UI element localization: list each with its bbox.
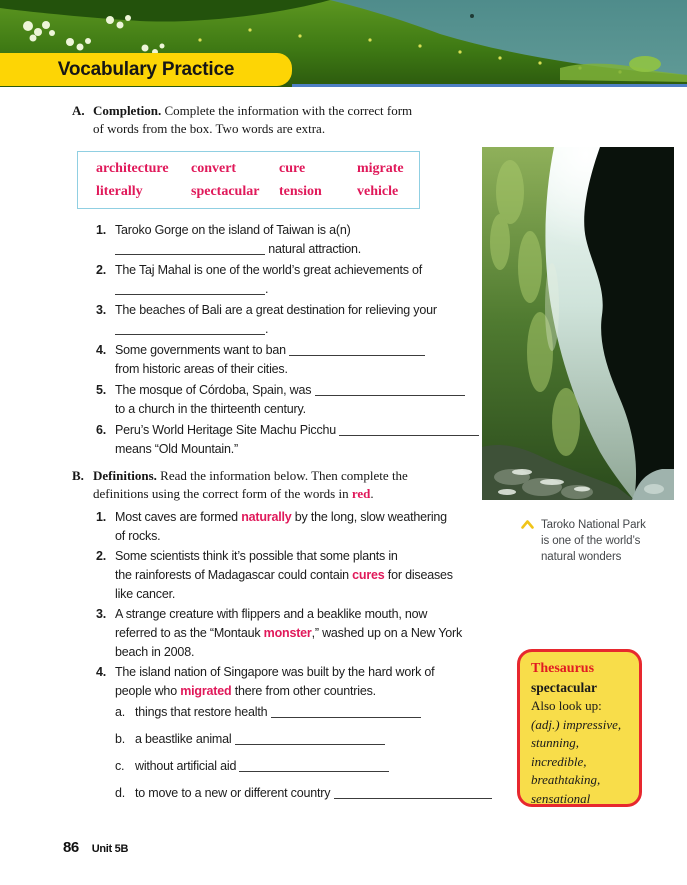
section-b-instruction-line1: Read the information below. Then complete the <box>160 468 408 483</box>
unit-label: Unit 5B <box>91 843 129 855</box>
section-a-title: Completion. <box>93 103 162 118</box>
item-number: 1. <box>96 223 107 237</box>
word-box-word: spectacular <box>191 184 260 199</box>
item-text: The beaches of Bali are a great destination for relieving your <box>115 303 437 317</box>
item-text: ,” washed up on a New York <box>311 626 463 640</box>
answer-blank <box>115 322 265 335</box>
photo-caption <box>521 517 661 565</box>
section-b-instruction-period: . <box>370 486 374 501</box>
item-text: means “Old Mountain.” <box>115 442 238 456</box>
answer-blank <box>339 423 479 436</box>
item-text: people who <box>115 684 181 698</box>
caption-line: is one of the world’s <box>541 535 641 547</box>
item-text: like cancer. <box>115 587 176 601</box>
word-box-word: cure <box>279 161 306 176</box>
list-item <box>72 605 484 662</box>
item-number: 1. <box>96 510 107 524</box>
word-box-word: migrate <box>357 161 404 176</box>
item-number: 3. <box>96 303 107 317</box>
word-box-word: tension <box>279 184 322 199</box>
item-number: 4. <box>96 343 107 357</box>
item-text: Some scientists think it’s possible that some plants in <box>115 549 398 563</box>
list-item <box>72 784 484 802</box>
list-item <box>72 221 484 259</box>
thesaurus-synonym: incredible, <box>531 753 587 769</box>
page-title: Vocabulary Practice <box>57 58 235 80</box>
item-text: beach in 2008. <box>115 645 195 659</box>
section-a-items <box>72 221 484 459</box>
list-item <box>72 301 484 339</box>
page-number: 86 <box>63 839 79 856</box>
thesaurus-synonym: impressive, <box>562 716 622 732</box>
thesaurus-box <box>517 649 642 807</box>
section-a-instruction-line1: Complete the information with the correct form <box>164 103 413 118</box>
item-text: Most caves are formed <box>115 510 242 524</box>
exercise-column <box>72 102 484 811</box>
word-box-word: vehicle <box>357 184 399 199</box>
subitem-text: a beastlike animal <box>135 732 235 746</box>
item-text: by the long, slow weathering <box>291 510 447 524</box>
word-box-word: literally <box>96 184 143 199</box>
item-text: Some governments want to ban <box>115 343 290 357</box>
subitem-letter: b. <box>115 732 126 746</box>
item-number: 4. <box>96 665 107 679</box>
list-item <box>72 703 484 721</box>
section-b-title: Definitions. <box>93 468 157 483</box>
answer-blank <box>115 242 265 255</box>
page-footer <box>63 839 128 856</box>
answer-blank <box>315 383 465 396</box>
list-item <box>72 341 484 379</box>
answer-blank <box>289 343 425 356</box>
item-text: . <box>265 322 269 336</box>
caption-line: Taroko National Park <box>541 519 646 531</box>
item-text: natural attraction. <box>265 242 362 256</box>
item-text: Taroko Gorge on the island of Taiwan is a(n) <box>115 223 351 237</box>
section-b-heading <box>72 467 484 503</box>
caption-line: natural wonders <box>541 551 622 563</box>
red-highlight: naturally <box>241 510 292 524</box>
item-number: 5. <box>96 383 107 397</box>
item-number: 2. <box>96 549 107 563</box>
subitem-text: without artificial aid <box>135 759 240 773</box>
item-text: referred to as the “Montauk <box>115 626 264 640</box>
list-item <box>72 730 484 748</box>
section-b-subitems <box>72 703 484 802</box>
item-text: from historic areas of their cities. <box>115 362 288 376</box>
item-text: The island nation of Singapore was built by the hard work of <box>115 665 435 679</box>
chevron-up-icon <box>521 520 534 529</box>
answer-blank <box>239 759 389 772</box>
word-box <box>77 151 420 209</box>
subitem-text: things that restore health <box>135 705 271 719</box>
page-title-banner <box>0 53 292 86</box>
bird-speck <box>470 14 474 18</box>
item-text: The Taj Mahal is one of the world’s great achievements of <box>115 263 423 277</box>
red-highlight: red <box>351 486 371 501</box>
section-b-instruction-line2: definitions using the correct form of the words in <box>93 486 352 501</box>
list-item <box>72 381 484 419</box>
item-text: there from other countries. <box>231 684 376 698</box>
subitem-letter: a. <box>115 705 126 719</box>
answer-blank <box>334 786 492 799</box>
thesaurus-synonym: stunning, <box>531 735 580 750</box>
list-item <box>72 261 484 299</box>
item-text: The mosque of Córdoba, Spain, was <box>115 383 315 397</box>
thesaurus-synonym: breathtaking, <box>531 772 601 787</box>
red-highlight: cures <box>352 568 385 582</box>
list-item <box>72 757 484 775</box>
word-box-word: convert <box>191 161 237 176</box>
item-number: 3. <box>96 607 107 621</box>
subitem-letter: d. <box>115 786 126 800</box>
answer-blank <box>235 732 385 745</box>
item-text: A strange creature with flippers and a beaklike mouth, now <box>115 607 428 621</box>
section-a-instruction-line2: of words from the box. Two words are extra. <box>93 121 326 136</box>
red-highlight: monster <box>263 626 312 640</box>
header-photo <box>0 0 687 87</box>
item-text: the rainforests of Madagascar could contain <box>115 568 353 582</box>
thesaurus-lookup-label: Also look up: <box>531 698 602 713</box>
list-item <box>72 547 484 604</box>
section-a-heading <box>72 102 484 138</box>
thesaurus-word: spectacular <box>531 679 597 695</box>
section-b-letter: B. <box>72 468 84 483</box>
subitem-text: to move to a new or different country <box>135 786 334 800</box>
answer-blank <box>115 282 265 295</box>
red-highlight: migrated <box>180 684 232 698</box>
taroko-gorge-illustration <box>482 147 674 500</box>
list-item <box>72 663 484 701</box>
item-text: Peru’s World Heritage Site Machu Picchu <box>115 423 340 437</box>
thesaurus-pos: (adj.) <box>531 716 560 732</box>
section-b-items <box>72 508 484 701</box>
item-text: . <box>265 282 269 296</box>
item-number: 2. <box>96 263 107 277</box>
subitem-letter: c. <box>115 759 125 773</box>
thesaurus-synonym: sensational <box>531 790 591 806</box>
answer-blank <box>271 705 421 718</box>
word-box-word: architecture <box>96 161 169 176</box>
item-text: to a church in the thirteenth century. <box>115 402 306 416</box>
item-number: 6. <box>96 423 107 437</box>
section-a-letter: A. <box>72 103 85 118</box>
thesaurus-title: Thesaurus <box>531 661 595 676</box>
list-item <box>72 508 484 546</box>
gorge-photo <box>482 147 674 500</box>
list-item <box>72 421 484 459</box>
item-text: for diseases <box>384 568 453 582</box>
item-text: of rocks. <box>115 529 161 543</box>
